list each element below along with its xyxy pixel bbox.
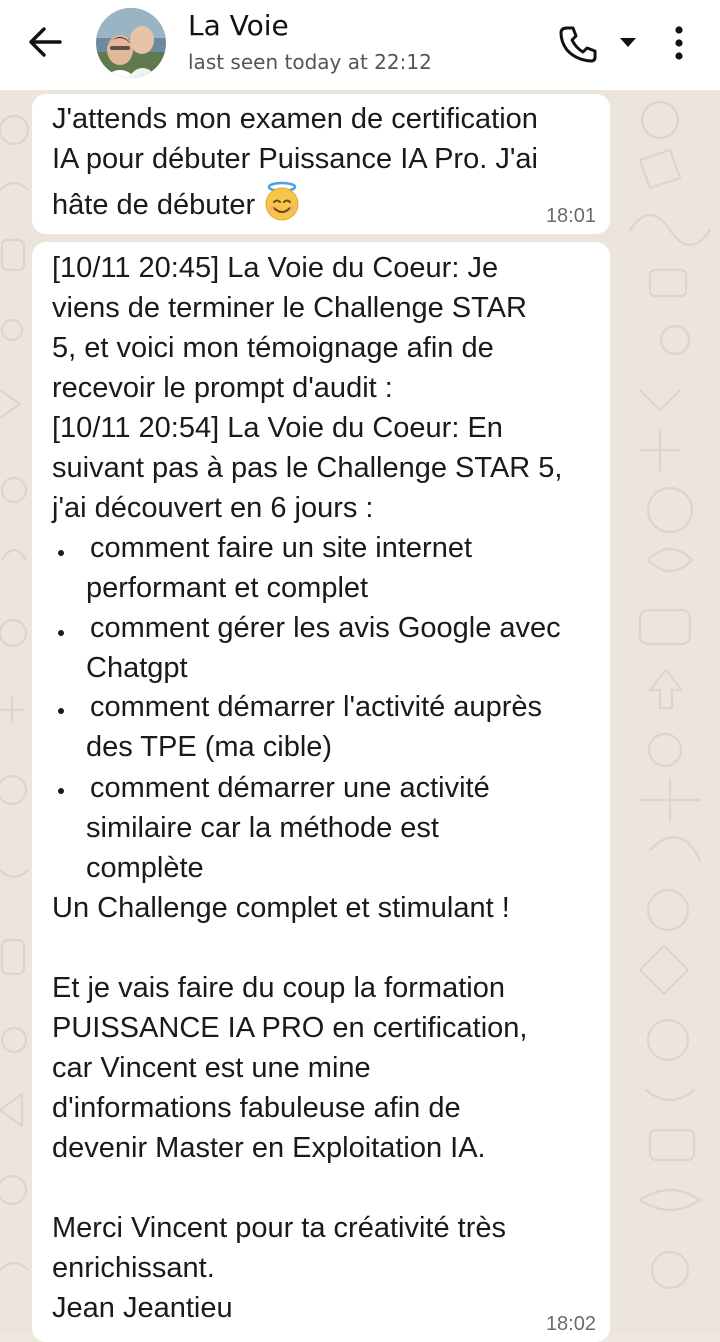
arrow-left-icon (22, 22, 70, 62)
last-seen-status: last seen today at 22:12 (188, 50, 432, 74)
voice-call-button[interactable] (554, 20, 602, 66)
message-text-line: suivant pas à pas le Challenge STAR 5, (52, 452, 563, 484)
message-text-line: Et je vais faire du coup la formation (52, 972, 505, 1004)
message-text-line: enrichissant. (52, 1252, 215, 1284)
chat-header (0, 0, 720, 90)
message-text-line: recevoir le prompt d'audit : (52, 372, 393, 404)
contact-avatar[interactable] (96, 8, 166, 78)
bullet-text-line: similaire car la méthode est (86, 812, 439, 844)
bullet-text-line: comment faire un site internet (90, 532, 473, 564)
message-text-line: Merci Vincent pour ta créativité très (52, 1212, 506, 1244)
bullet-text-line: Chatgpt (86, 652, 188, 684)
message-text-line: Un Challenge complet et stimulant ! (52, 892, 510, 924)
message-text: hâte de débuter (52, 189, 256, 221)
bullet-text-line: des TPE (ma cible) (86, 731, 333, 763)
bullet-dot (58, 550, 64, 556)
message-text-line: PUISSANCE IA PRO en certification, (52, 1012, 528, 1044)
contact-name[interactable]: La Voie (188, 9, 289, 42)
caret-down-icon (614, 30, 642, 54)
bullet-text-line: performant et complet (86, 572, 369, 604)
message-text-line-with-emoji (52, 180, 303, 220)
message-bubble[interactable] (32, 242, 610, 1342)
bullet-text-line: comment démarrer une activité (90, 772, 490, 804)
message-text-line: IA pour débuter Puissance IA Pro. J'ai (52, 143, 538, 175)
bullet-text-line: comment démarrer l'activité auprès (90, 691, 542, 723)
call-options-dropdown[interactable] (614, 30, 642, 54)
more-vertical-icon (664, 20, 694, 66)
message-text-line: J'attends mon examen de certification (52, 103, 538, 135)
message-signature: Jean Jeantieu (52, 1292, 233, 1324)
message-text-line: d'informations fabuleuse afin de (52, 1092, 461, 1124)
message-timestamp: 18:01 (545, 205, 596, 227)
bullet-dot (58, 788, 64, 794)
more-options-button[interactable] (664, 20, 694, 66)
message-text-line: j'ai découvert en 6 jours : (52, 492, 374, 524)
bullet-text-line: complète (86, 852, 204, 884)
bullet-dot (58, 630, 64, 636)
message-text-line: 5, et voici mon témoignage afin de (52, 332, 494, 364)
bullet-text-line: comment gérer les avis Google avec (90, 612, 561, 644)
message-text-line: [10/11 20:45] La Voie du Coeur: Je (52, 252, 499, 284)
smiling-face-with-halo-icon (261, 180, 303, 222)
message-text-line: car Vincent est une mine (52, 1052, 371, 1084)
bullet-dot (58, 708, 64, 714)
back-button[interactable] (22, 22, 70, 62)
message-text-line: devenir Master en Exploitation IA. (52, 1132, 486, 1164)
phone-icon (554, 20, 602, 66)
message-text-line: viens de terminer le Challenge STAR (52, 292, 527, 324)
message-bubble[interactable] (32, 94, 610, 234)
message-timestamp: 18:02 (545, 1313, 596, 1335)
message-text-line: [10/11 20:54] La Voie du Coeur: En (52, 412, 503, 444)
